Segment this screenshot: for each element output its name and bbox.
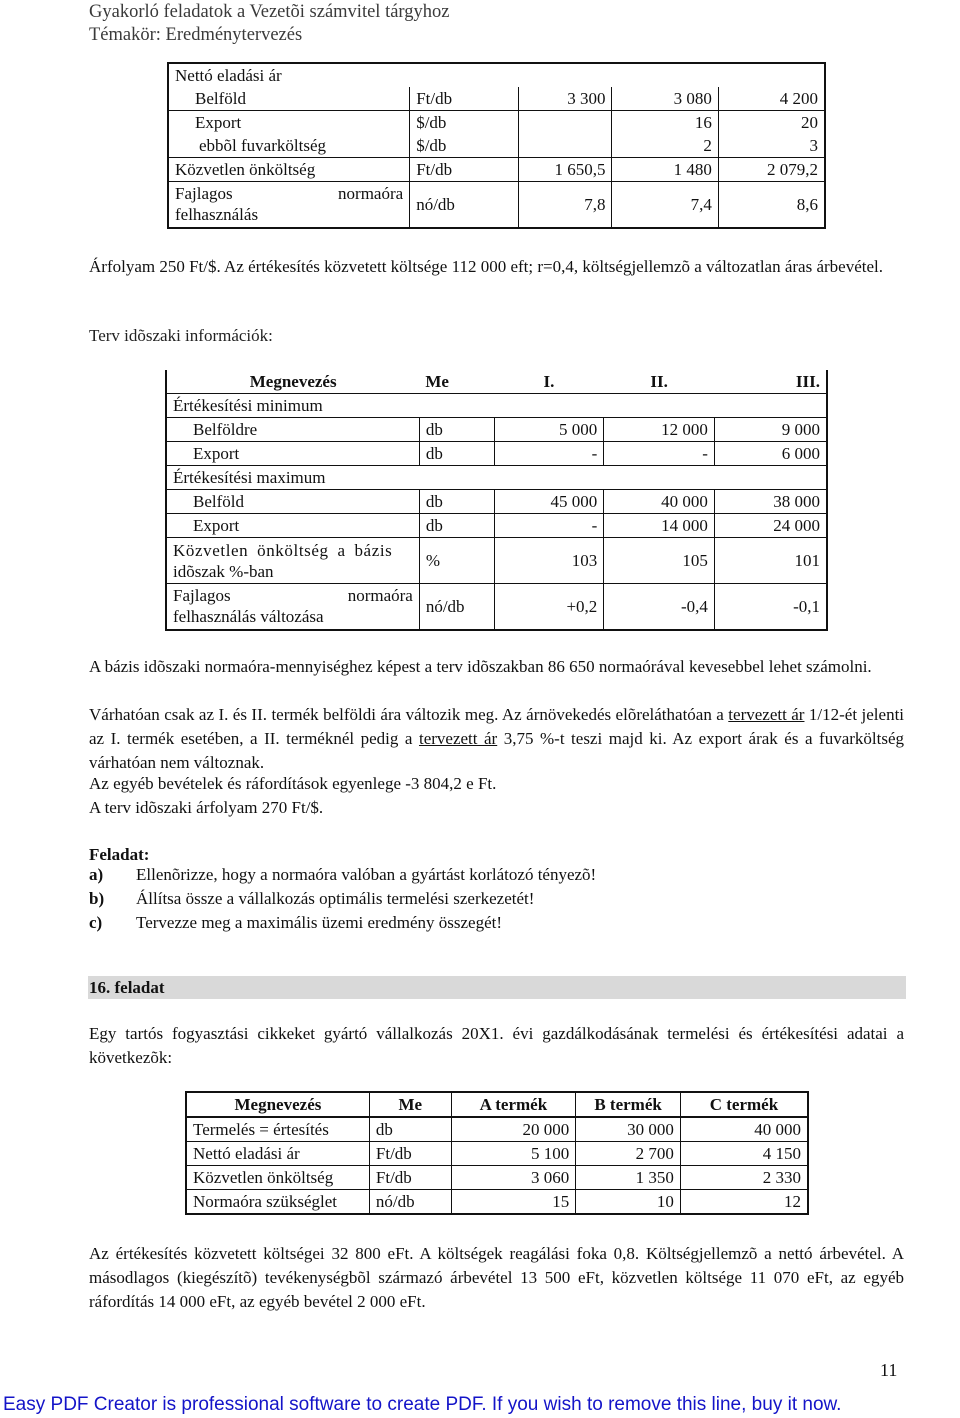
body-paragraph-4: A terv idõszaki árfolyam 270 Ft/$. [89,798,324,817]
table-row: Belföld db 45 000 40 000 38 000 [166,490,827,514]
body-paragraph-2: Várhatóan csak az I. és II. termék belföldi ára változik meg. Az árnövekedés elõreláthatóan a tervezett ár 1/12-ét jelenti az I. termék esetében, a II. terméknél pedig a tervezett ár 3,75 %-t teszi majd ki. Az export árak és a fuvarköltség várhatóan nem változnak. [89,705,905,772]
min-section-label: Értékesítési minimum [166,394,827,418]
table-row: Fajlagos normaóra felhasználás változása nó/db +0,2 -0,4 -0,1 [166,584,827,630]
table-row: Fajlagos normaóra felhasználás nó/db 7,8 7,4 8,6 [168,182,825,228]
max-section-label: Értékesítési maximum [166,466,827,490]
table-row: Normaóra szükséglet nó/db 15 10 12 [186,1190,808,1215]
list-item: a) Ellenõrizze, hogy a normaóra valóban a gyártást korlátozó tényezõ! [89,865,597,884]
task-heading: Feladat: [89,845,150,864]
body-paragraph-3: Az egyéb bevételek és ráfordítások egyenlege -3 804,2 e Ft. [89,774,497,793]
body-paragraph-1: A bázis idõszaki normaóra-mennyiséghez képest a terv idõszakban 86 650 normaórával kevesebbel lehet számolni. [89,657,872,676]
table-row: ebbõl fuvarköltség $/db 2 3 [168,134,825,158]
section-bar [88,976,906,999]
section-intro: Egy tartós fogyasztási cikkeket gyártó vállalkozás 20X1. évi gazdálkodásának termelési és értékesítési adatai a következõk: [89,1024,904,1067]
table-row: Termelés = értesítés db 20 000 30 000 40 000 [186,1117,808,1142]
header-line-2: Témakör: Eredménytervezés [89,25,303,45]
table-row: Közvetlen önköltség Ft/db 3 060 1 350 2 330 [186,1166,808,1190]
table-row: Export db - 14 000 24 000 [166,514,827,538]
footer-watermark: Easy PDF Creator is professional software to create PDF. If you wish to remove this line, buy it now. [3,1394,842,1415]
plan-table: Megnevezés Me I. II. III. Értékesítési minimum Belföldre db 5 000 12 000 9 000 Export db - - 6 000 Értékesítési maximum Belföld db 45 000 40 000 38 000 Export db - 14 000 24 000 Közvetlen önköltség a bázis idõszak %-ban % 103 105 101 Fajlagos normaóra felhasználás változása nó/db +0,2 -0,4 -0,1 [165,370,828,631]
table1-title: Nettó eladási ár [175,66,282,85]
page-number: 11 [880,1360,898,1380]
table-row: Export db - - 6 000 [166,442,827,466]
table-row: Belföld Ft/db 3 300 3 080 4 200 [168,87,825,111]
header-line-1: Gyakorló feladatok a Vezetõi számvitel tárgyhoz [89,2,450,22]
exchange-rate-text: Árfolyam 250 Ft/$. Az értékesítés közvetett költsége 112 000 eft; r=0,4, költségjellemzõ a változatlan áras árbevétel. [89,257,884,276]
list-item: b) Állítsa össze a vállalkozás optimális termelési szerkezetét! [89,889,535,908]
table-row: Export $/db 16 20 [168,111,825,135]
closing-paragraph: Az értékesítés közvetett költségei 32 800 eFt. A költségek reagálási foka 0,8. Költségjellemzõ a nettó árbevétel. A másodlagos (kiegészítõ) tevékenységbõl származó árbevétel 13 500 eFt, közvetlen költsége 11 070 eFt, az egyéb ráfordítás 14 000 eFt, az egyéb bevétel 2 000 eFt. [89,1244,904,1311]
plan-info-label: Terv idõszaki információk: [89,326,273,345]
list-item: c) Tervezze meg a maximális üzemi eredmény összegét! [89,913,503,932]
table-row: Nettó eladási ár Ft/db 5 100 2 700 4 150 [186,1142,808,1166]
table-row: Közvetlen önköltség a bázis idõszak %-ban % 103 105 101 [166,538,827,584]
price-table [167,62,826,229]
section-title: 16. feladat [89,978,165,997]
table-row: Közvetlen önköltség Ft/db 1 650,5 1 480 2 079,2 [168,158,825,182]
table-row: Belföldre db 5 000 12 000 9 000 [166,418,827,442]
task-list [89,863,596,935]
product-table: Megnevezés Me A termék B termék C termék Termelés = értesítés db 20 000 30 000 40 000 Nettó eladási ár Ft/db 5 100 2 700 4 150 Közvetlen önköltség Ft/db 3 060 1 350 2 330 Normaóra szükséglet nó/db 15 10 12 [185,1091,809,1215]
